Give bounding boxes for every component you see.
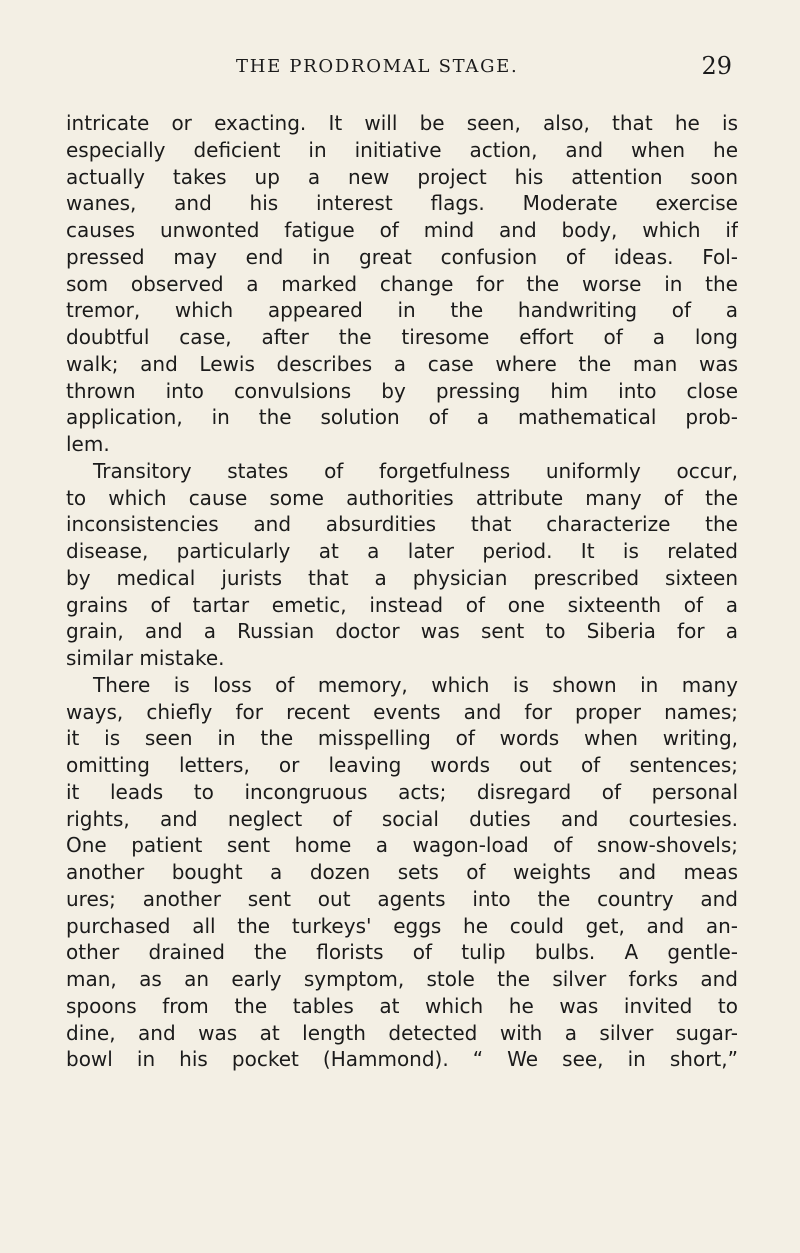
text-line: thrown into convulsions by pressing him into close	[66, 378, 738, 403]
text-line: application, in the solution of a mathematical prob-	[66, 405, 738, 430]
text-line: by medical jurists that a physician prescribed sixteen	[66, 565, 738, 590]
paragraph-start-line: There is loss of memory, which is shown in many	[93, 672, 738, 697]
text-line: wanes, and his interest flags. Moderate exercise	[66, 191, 738, 216]
text-line: inconsistencies and absurdities that characterize the	[66, 512, 738, 537]
text-line: One patient sent home a wagon-load of snow-shovels;	[66, 833, 738, 858]
text-line: dine, and was at length detected with a silver sugar-	[66, 1020, 738, 1045]
paragraph-start-line: Transitory states of forgetfulness uniformly occur,	[93, 458, 738, 483]
text-line: pressed may end in great confusion of ideas. Fol-	[66, 244, 738, 269]
page-number: 29	[701, 52, 732, 80]
text-line: man, as an early symptom, stole the silver forks and	[66, 967, 738, 991]
text-line: it leads to incongruous acts; disregard of personal	[66, 779, 738, 804]
text-line: ways, chiefly for recent events and for proper names;	[66, 699, 738, 724]
text-line: rights, and neglect of social duties and courtesies.	[66, 806, 738, 831]
text-line: grains of tartar emetic, instead of one sixteenth of a	[66, 592, 738, 617]
text-line: ures; another sent out agents into the country and	[66, 886, 738, 911]
page-header	[66, 50, 738, 84]
text-line: actually takes up a new project his attention soon	[66, 164, 738, 189]
text-line: to which cause some authorities attribute many of the	[66, 485, 738, 510]
text-line: doubtful case, after the tiresome effort of a long	[66, 325, 738, 349]
body-text	[66, 110, 738, 1073]
text-line: walk; and Lewis describes a case where the man was	[66, 351, 738, 376]
text-line: omitting letters, or leaving words out of sentences;	[66, 753, 738, 777]
text-line: similar mistake.	[66, 646, 225, 670]
text-line: bowl in his pocket (Hammond). “ We see, in short,”	[66, 1047, 738, 1072]
text-line: causes unwonted fatigue of mind and body, which if	[66, 218, 738, 242]
text-line: it is seen in the misspelling of words when writing,	[66, 726, 738, 751]
text-line: disease, particularly at a later period. It is related	[66, 539, 738, 563]
text-line: other drained the florists of tulip bulbs. A gentle-	[66, 940, 738, 965]
text-line: som observed a marked change for the worse in the	[66, 271, 738, 296]
running-title: THE PRODROMAL STAGE.	[236, 56, 519, 77]
text-line: spoons from the tables at which he was invited to	[66, 993, 738, 1018]
text-line: another bought a dozen sets of weights and meas	[66, 860, 738, 884]
text-line: especially deficient in initiative action, and when he	[66, 137, 738, 162]
text-line: tremor, which appeared in the handwriting of a	[66, 298, 738, 323]
text-line: purchased all the turkeys' eggs he could get, and an-	[66, 913, 738, 938]
text-line: intricate or exacting. It will be seen, also, that he is	[66, 111, 738, 135]
text-line: grain, and a Russian doctor was sent to Siberia for a	[66, 619, 738, 644]
text-line: lem.	[66, 432, 110, 456]
